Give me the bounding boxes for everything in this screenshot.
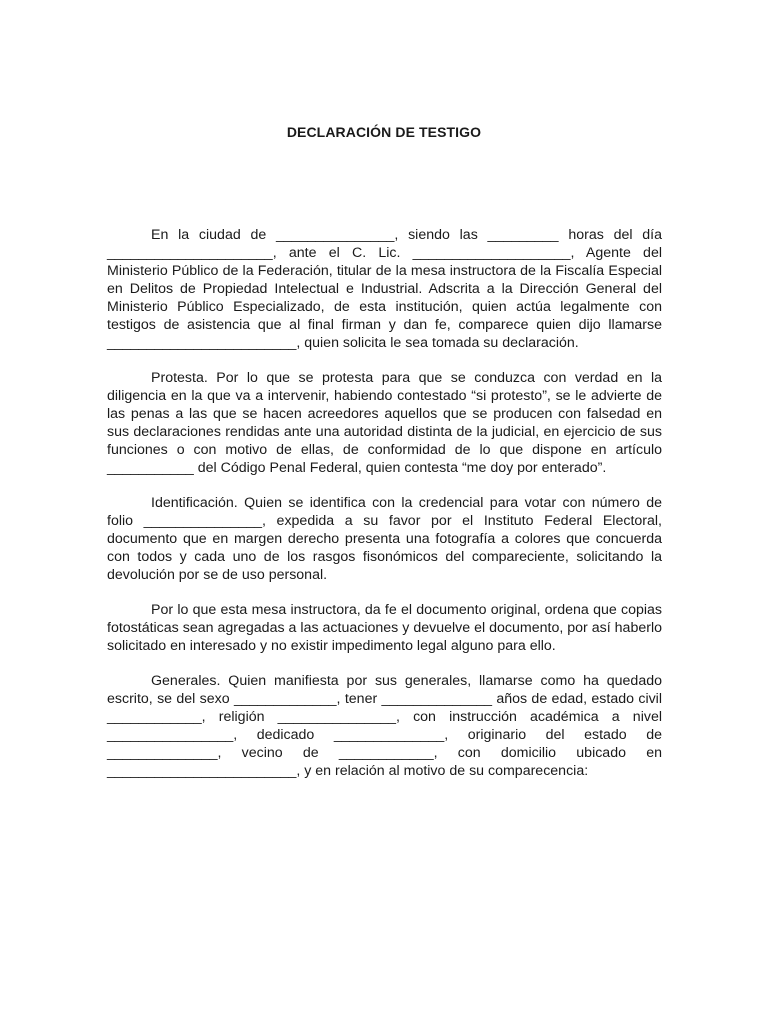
document-body [107, 226, 662, 797]
paragraph-protesta: Protesta. Por lo que se protesta para que se conduzca con verdad en la diligencia en la que va a intervenir, habiendo contestado “si protesto”, se le advierte de las penas a las que se hacen acreedores aquellos que se producen con falsedad en sus declaraciones rendidas ante una autoridad distinta de la judicial, en ejercicio de sus funciones o con motivo de ellas, de conformidad de lo que dispone en artículo ___________ del Código Penal Federal, quien contesta “me doy por enterado”. [107, 370, 662, 476]
paragraph-generales: Generales. Quien manifiesta por sus generales, llamarse como ha quedado escrito, se del sexo _____________, tener ______________ años de edad, estado civil ____________, religión _______________, con instrucción académica a nivel ________________, dedicado ______________, originario del estado de ______________, vecino de ____________, con domicilio ubicado en ________________________, y en relación al motivo de su comparecencia: [107, 673, 662, 779]
document-title: DECLARACIÓN DE TESTIGO [286, 124, 482, 140]
paragraph-identificacion: Identificación. Quien se identifica con la credencial para votar con número de folio _______________, expedida a su favor por el Instituto Federal Electoral, documento que en margen derecho presenta una fotografía a colores que concuerda con todos y cada uno de los rasgos fisonómicos del compareciente, solicitando la devolución por se de uso personal. [107, 495, 662, 583]
paragraph-fe-documento: Por lo que esta mesa instructora, da fe el documento original, ordena que copias fotostáticas sean agregadas a las actuaciones y devuelve el documento, por así haberlo solicitado en interesado y no existir impedimento legal alguno para ello. [107, 602, 662, 654]
paragraph-opening: En la ciudad de _______________, siendo las _________ horas del día _____________________, ante el C. Lic. ____________________, Agente del Ministerio Público de la Federación, titular de la mesa instructora de la Fiscalía Especial en Delitos de Propiedad Intelectual e Industrial. Adscrita a la Dirección General del Ministerio Público Especializado, de esta institución, quien actúa legalmente con testigos de asistencia que al final firman y dan fe, comparece quien dijo llamarse ________________________, quien solicita le sea tomada su declaración. [107, 227, 662, 351]
